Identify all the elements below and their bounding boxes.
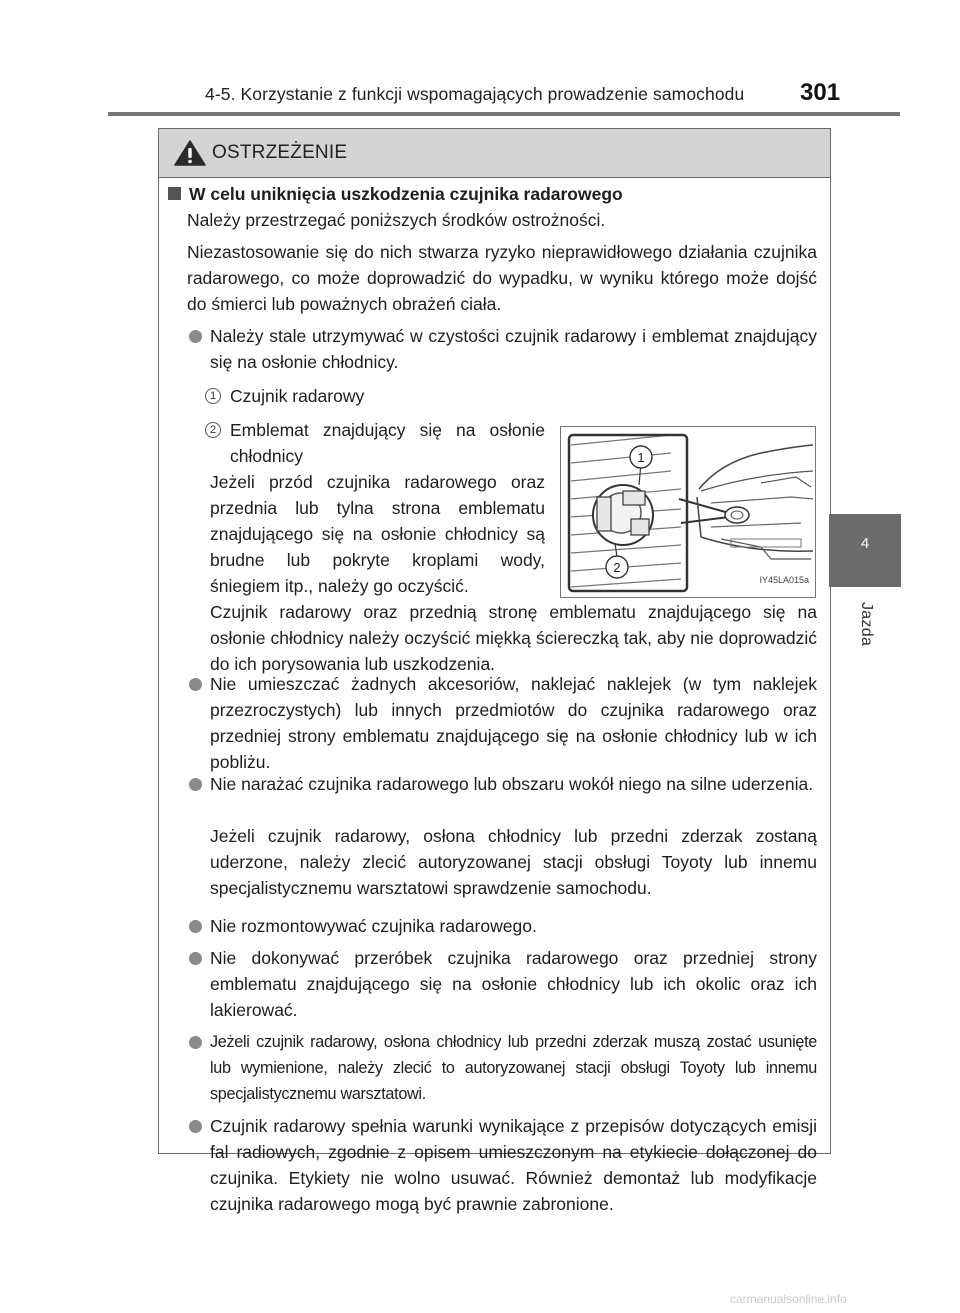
warning-header [159, 129, 830, 178]
cleaning-paragraph: Jeżeli przód czujnika radarowego oraz przednia lub tylna strona emblematu znajdującego się na osłonie chłodnicy są brudne lub pokryte kroplami wody, śniegiem itp., należy go oczyścić. [210, 472, 545, 596]
warning-triangle-icon [174, 140, 206, 166]
number-2-icon: 2 [205, 422, 221, 438]
list-item: Nie narażać czujnika radarowego lub obszaru wokół niego na silne uderzenia. [189, 771, 817, 797]
intro-paragraph: Niezastosowanie się do nich stwarza ryzyko nieprawidłowego działania czujnika radarowego, co może doprowadzić do wypadku, w wyniku którego może dojść do śmierci lub poważnych obrażeń ciała. [187, 242, 817, 314]
list-item: Czujnik radarowy spełnia warunki wynikające z przepisów dotyczących emisji fal radiowych, zgodnie z opisem umieszczonym na etykiecie dołączonej do czujnika. Etykiety nie wolno usuwać. Również demontaż lub modyfikacje czujnika radarowego mogą być prawnie zabronione. [189, 1113, 817, 1217]
bullet-dot-icon [189, 1036, 202, 1049]
number-1-icon: 1 [205, 388, 221, 404]
list-item: Nie dokonywać przeróbek czujnika radarowego oraz przedniej strony emblematu znajdującego się na osłonie chłodnicy lub ich okolic oraz ich lakierować. [189, 945, 817, 1023]
callout-2: 2 [613, 560, 621, 575]
radar-sensor-figure [560, 426, 816, 598]
watermark: carmanualsonline.info [730, 1292, 847, 1306]
page-number: 301 [800, 79, 841, 106]
figure-legend-item: 1 Czujnik radarowy [205, 383, 545, 409]
impact-paragraph: Jeżeli czujnik radarowy, osłona chłodnicy lub przedni zderzak zostaną uderzone, należy zlecić autoryzowanej stacji obsługi Toyoty lub innemu specjalistycznemu warsztatowi sprawdzenie samochodu. [210, 826, 817, 898]
list-item: Jeżeli czujnik radarowy, osłona chłodnicy lub przedni zderzak muszą zostać usunięte lub wymienione, należy zlecić to autoryzowanej stacji obsługi Toyoty lub innemu specjalistycznemu warsztatowi. [189, 1029, 817, 1107]
callout-1: 1 [637, 450, 645, 465]
bullet-dot-icon [189, 920, 202, 933]
section-title: W celu uniknięcia uszkodzenia czujnika radarowego [168, 181, 623, 207]
running-header: 4-5. Korzystanie z funkcji wspomagających prowadzenie samochodu [205, 84, 745, 104]
chapter-label: Jazda [858, 602, 875, 647]
warning-box [158, 128, 831, 1214]
intro-paragraph: Należy przestrzegać poniższych środków ostrożności. [187, 210, 606, 230]
figure-code: IY45LA015a [759, 575, 809, 585]
bullet-dot-icon [189, 330, 202, 343]
cleaning-paragraph: Czujnik radarowy oraz przednią stronę emblematu znajdującego się na osłonie chłodnicy należy oczyścić miękką ściereczką tak, aby nie doprowadzić do ich porysowania lub uszkodzenia. [210, 602, 817, 674]
figure-legend-item: 2 Emblemat znajdujący się na osłonie chłodnicy [205, 417, 545, 469]
list-item: Nie rozmontowywać czujnika radarowego. [189, 913, 817, 939]
bullet-dot-icon [189, 678, 202, 691]
bullet-dot-icon [189, 778, 202, 791]
list-item: Należy stale utrzymywać w czystości czujnik radarowy i emblemat znajdujący się na osłonie chłodnicy. [189, 323, 817, 375]
square-bullet-icon [168, 187, 181, 200]
list-item: Nie umieszczać żadnych akcesoriów, naklejać naklejek (w tym naklejek przezroczystych) lub innych przedmiotów do czujnika radarowego oraz przedniej strony emblematu znajdującego się na osłonie chłodnicy lub w ich pobliżu. [189, 671, 817, 775]
header-divider [108, 112, 900, 116]
chapter-tab[interactable]: 4 [829, 514, 901, 587]
warning-title: OSTRZEŻENIE [212, 142, 348, 163]
bullet-dot-icon [189, 1120, 202, 1133]
bullet-dot-icon [189, 952, 202, 965]
